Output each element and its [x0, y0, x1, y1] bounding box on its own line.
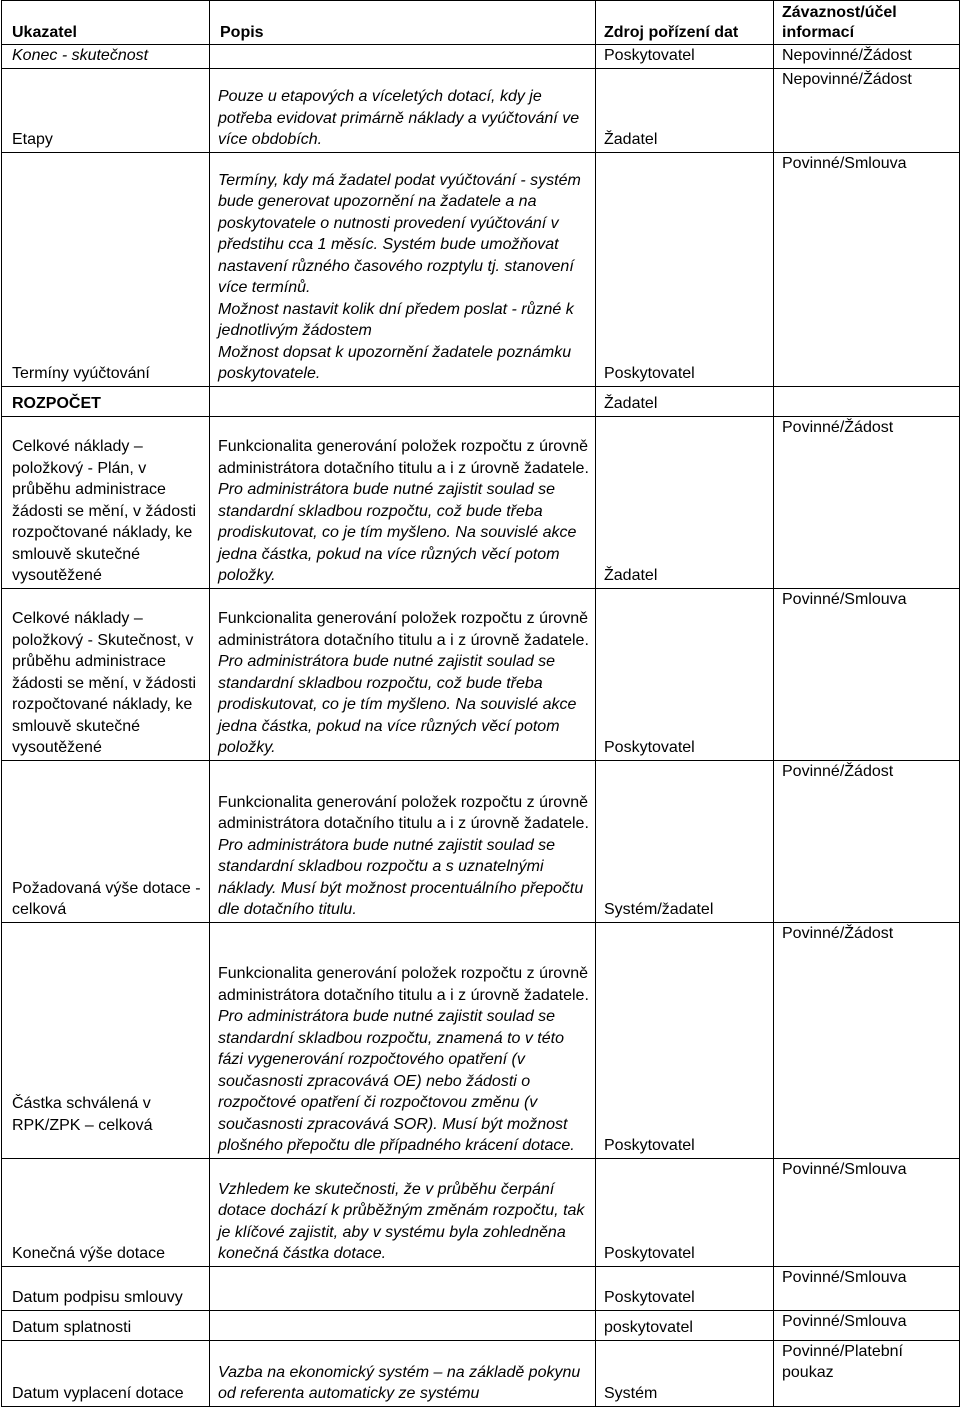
table-row: [2, 588, 960, 760]
indicator-cell: Termíny vyúčtování: [2, 152, 210, 386]
description-cell: [210, 922, 596, 1158]
indicator-cell: Konečná výše dotace: [2, 1158, 210, 1266]
description-cell: [210, 416, 596, 588]
description-cell: Termíny, kdy má žadatel podat vyúčtování - systém bude generovat upozornění na žadatele a na poskytovatele o nutnosti provedení vyúčtování v předstihu cca 1 měsíc. Systém bude umožňovat nastavení různého časového rozptylu tj. stanovení více termínů. Možnost nastavit kolik dní předem poslat - různé k jednotlivým žádostem Možnost dopsat k upozornění žadatele poznámku poskytovatele.: [210, 152, 596, 386]
table-row: [2, 1266, 960, 1310]
description-cell: [210, 386, 596, 416]
table-row: [2, 68, 960, 152]
section-title: ROZPOČET: [2, 386, 210, 416]
requirement-cell: Povinné/Smlouva: [774, 1158, 960, 1266]
table-row: [2, 1340, 960, 1406]
description-cell: Vazba na ekonomický systém – na základě pokynu od referenta automaticky ze systému: [210, 1340, 596, 1406]
description-cell: [210, 1266, 596, 1310]
indicator-cell: Datum podpisu smlouvy: [2, 1266, 210, 1310]
source-cell: Poskytovatel: [596, 588, 774, 760]
table-row: [2, 1310, 960, 1340]
table-row: [2, 760, 960, 922]
table-row: [2, 1158, 960, 1266]
header-requirement: Závaznost/účel informací: [774, 1, 960, 45]
description-cell: [210, 760, 596, 922]
source-cell: Poskytovatel: [596, 922, 774, 1158]
requirement-cell: Povinné/Žádost: [774, 760, 960, 922]
requirement-cell: [774, 386, 960, 416]
source-cell: Žadatel: [596, 416, 774, 588]
indicator-cell: Konec - skutečnost: [2, 45, 210, 69]
description-italic: Pro administrátora bude nutné zajistit soulad se standardní skladbou rozpočtu, což bude třeba prodiskutovat, co je tím myšleno. Na souvislé akce jedna částka, pokud na více různých věcí potom položky.: [218, 653, 577, 756]
requirement-cell: Povinné/Žádost: [774, 922, 960, 1158]
requirement-cell: Nepovinné/Žádost: [774, 45, 960, 69]
source-cell: Žadatel: [596, 386, 774, 416]
requirement-cell: Povinné/Smlouva: [774, 1310, 960, 1340]
indicator-cell: Požadovaná výše dotace - celková: [2, 760, 210, 922]
table-row: [2, 45, 960, 69]
indicator-cell: Datum vyplacení dotace: [2, 1340, 210, 1406]
description-cell: [210, 588, 596, 760]
description-italic: Pro administrátora bude nutné zajistit soulad se standardní skladbou rozpočtu a s uznatelnými náklady. Musí být možnost procentuálního přepočtu dle dotačního titulu.: [218, 836, 584, 918]
source-cell: Systém: [596, 1340, 774, 1406]
requirement-cell: Povinné/Smlouva: [774, 152, 960, 386]
description-plain: Funkcionalita generování položek rozpočtu z úrovně administrátora dotačního titulu a i z úrovně žadatele.: [218, 438, 589, 477]
requirement-cell: Povinné/Smlouva: [774, 1266, 960, 1310]
indicator-table: [1, 0, 960, 1407]
requirement-cell: Povinné/Žádost: [774, 416, 960, 588]
source-cell: Poskytovatel: [596, 1266, 774, 1310]
description-cell: Pouze u etapových a víceletých dotací, kdy je potřeba evidovat primárně náklady a vyúčtování ve více obdobích.: [210, 68, 596, 152]
description-plain: Funkcionalita generování položek rozpočtu z úrovně administrátora dotačního titulu a i z úrovně žadatele.: [218, 793, 589, 832]
source-cell: Systém/žadatel: [596, 760, 774, 922]
description-cell: Vzhledem ke skutečnosti, že v průběhu čerpání dotace dochází k průběžným změnám rozpočtu, tak je klíčové zajistit, aby v systému byla zohledněna konečná částka dotace.: [210, 1158, 596, 1266]
source-cell: Poskytovatel: [596, 45, 774, 69]
source-cell: poskytovatel: [596, 1310, 774, 1340]
table-row: [2, 416, 960, 588]
requirement-cell: Nepovinné/Žádost: [774, 68, 960, 152]
indicator-cell: Částka schválená v RPK/ZPK – celková: [2, 922, 210, 1158]
description-plain: Funkcionalita generování položek rozpočtu z úrovně administrátora dotačního titulu a i z úrovně žadatele.: [218, 610, 589, 649]
header-description: Popis: [210, 1, 596, 45]
indicator-cell: Etapy: [2, 68, 210, 152]
source-cell: Žadatel: [596, 68, 774, 152]
source-cell: Poskytovatel: [596, 1158, 774, 1266]
requirement-cell: Povinné/Platební poukaz: [774, 1340, 960, 1406]
indicator-cell: Celkové náklady – položkový - Plán, v průběhu administrace žádosti se mění, v žádosti rozpočtované náklady, ke smlouvě skutečné vysoutěžené: [2, 416, 210, 588]
table-row: [2, 922, 960, 1158]
requirement-cell: Povinné/Smlouva: [774, 588, 960, 760]
header-source: Zdroj pořízení dat: [596, 1, 774, 45]
source-cell: Poskytovatel: [596, 152, 774, 386]
table-header-row: [2, 1, 960, 45]
description-cell: [210, 45, 596, 69]
description-italic: Pro administrátora bude nutné zajistit soulad se standardní skladbou rozpočtu, znamená to v této fázi vygenerování rozpočtového opatření (v současnosti zpracovává OE) nebo žádosti o rozpočtové opatření či rozpočtovou změnu (v současnosti zpracovává SOR). Musí být možnost plošného přepočtu dle případného krácení dotace.: [218, 1008, 575, 1154]
description-plain: Funkcionalita generování položek rozpočtu z úrovně administrátora dotačního titulu a i z úrovně žadatele.: [218, 965, 589, 1004]
description-italic: Pro administrátora bude nutné zajistit soulad se standardní skladbou rozpočtu, což bude třeba prodiskutovat, co je tím myšleno. Na souvislé akce jedna částka, pokud na více různých věcí potom položky.: [218, 481, 577, 584]
table-row: [2, 386, 960, 416]
header-indicator: Ukazatel: [2, 1, 210, 45]
description-cell: [210, 1310, 596, 1340]
indicator-cell: Celkové náklady – položkový - Skutečnost, v průběhu administrace žádosti se mění, v žádosti rozpočtované náklady, ke smlouvě skutečné vysoutěžené: [2, 588, 210, 760]
table-row: [2, 152, 960, 386]
indicator-cell: Datum splatnosti: [2, 1310, 210, 1340]
